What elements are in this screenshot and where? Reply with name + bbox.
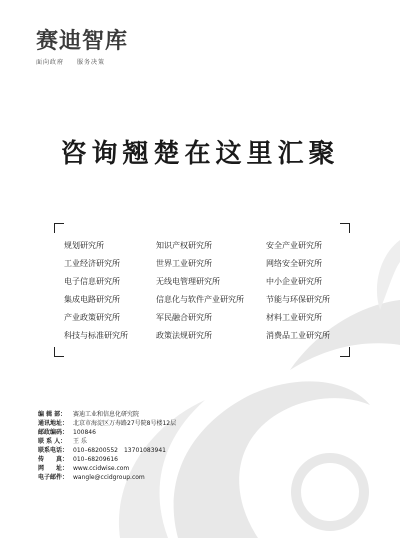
institute-item: 材料工业研究所	[266, 313, 322, 322]
contact-label: 联系电话：	[38, 447, 69, 454]
contact-row-address	[38, 419, 176, 428]
institute-item: 产业政策研究所	[64, 313, 120, 322]
institute-item: 工业经济研究所	[64, 259, 120, 268]
contact-email-link[interactable]: wangle@ccidgroup.com	[73, 474, 145, 481]
contact-value: 010–68200552 13701083941	[73, 447, 166, 454]
institute-item: 科技与标准研究所	[64, 331, 128, 340]
contact-row-email	[38, 473, 176, 482]
institute-item: 节能与环保研究所	[266, 295, 330, 304]
institute-item: 消费品工业研究所	[266, 331, 330, 340]
contact-label: 联 系 人：	[38, 438, 67, 445]
contact-row-fax	[38, 455, 176, 464]
institute-item: 军民融合研究所	[156, 313, 212, 322]
contact-website-link[interactable]: www.ccidwise.com	[73, 465, 130, 472]
institute-frame	[54, 223, 350, 357]
contact-label: 电子邮件：	[38, 474, 69, 481]
frame-corner-top-right	[340, 223, 350, 233]
institute-item: 政策法规研究所	[156, 331, 212, 340]
institute-item: 网络安全研究所	[266, 259, 322, 268]
frame-corner-bottom-left	[54, 347, 64, 357]
contact-label: 邮政编码：	[38, 429, 69, 436]
logo-slogan	[36, 57, 128, 66]
contact-row-editorial	[38, 410, 176, 419]
contact-info	[38, 410, 176, 482]
institute-item: 集成电路研究所	[64, 295, 120, 304]
contact-value: 北京市海淀区万寿路27号院8号楼12层	[73, 420, 177, 427]
frame-corner-top-left	[54, 223, 64, 233]
frame-corner-bottom-right	[340, 347, 350, 357]
institute-item: 信息化与软件产业研究所	[156, 295, 244, 304]
headline: 咨询翘楚在这里汇聚	[60, 139, 340, 169]
contact-row-person	[38, 437, 176, 446]
logo	[36, 30, 128, 66]
contact-value: 赛迪工业和信息化研究院	[73, 411, 140, 418]
logo-title: 赛迪智库	[36, 29, 129, 54]
institute-item: 电子信息研究所	[64, 277, 120, 286]
logo-slogan-right: 服务决策	[76, 59, 105, 66]
contact-label: 网 址：	[38, 465, 69, 472]
contact-label: 通讯地址：	[38, 420, 69, 427]
logo-slogan-left: 面向政府	[36, 59, 65, 66]
contact-value: 王 乐	[73, 438, 87, 445]
institute-item: 规划研究所	[64, 241, 104, 250]
institute-item: 安全产业研究所	[266, 241, 322, 250]
institute-list	[64, 239, 354, 342]
contact-value: 010–68209616	[73, 456, 118, 463]
contact-label: 传 真：	[38, 456, 69, 463]
contact-row-phone	[38, 446, 176, 455]
contact-value: 100846	[73, 429, 96, 436]
contact-row-postcode	[38, 428, 176, 437]
institute-item: 中小企业研究所	[266, 277, 322, 286]
institute-item: 知识产权研究所	[156, 241, 212, 250]
contact-row-website	[38, 464, 176, 473]
institute-item: 无线电管理研究所	[156, 277, 220, 286]
institute-item: 世界工业研究所	[156, 259, 212, 268]
contact-label: 编 辑 部：	[38, 411, 67, 418]
